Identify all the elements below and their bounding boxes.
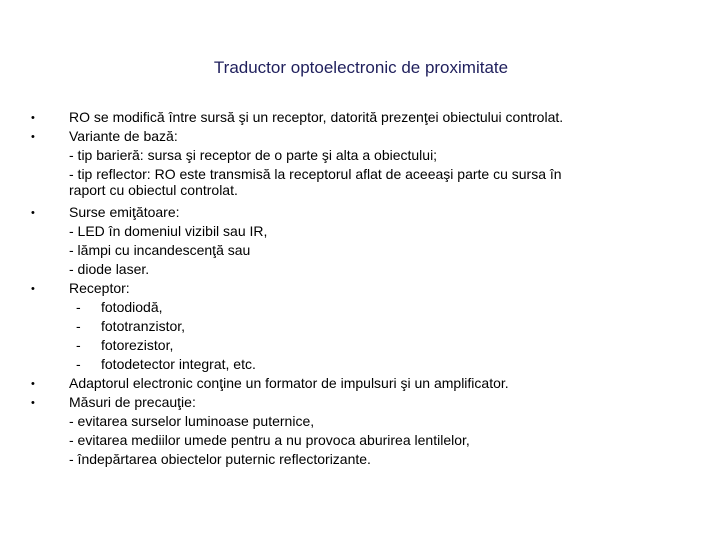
text-line: - diode laser.	[69, 261, 150, 277]
text-line: fototranzistor,	[101, 318, 186, 334]
text-line: Măsuri de precauţie:	[69, 394, 196, 410]
list-dash: -	[76, 337, 81, 353]
text-line: fotodetector integrat, etc.	[101, 356, 256, 372]
bullet-marker: •	[31, 207, 35, 219]
bullet-marker: •	[31, 131, 35, 143]
text-line: Surse emiţătoare:	[69, 204, 180, 220]
list-dash: -	[76, 356, 81, 372]
slide-title: Traductor optoelectronic de proximitate	[213, 58, 509, 77]
text-line: - îndepărtarea obiectelor puternic reflectorizante.	[69, 451, 371, 467]
list-dash: -	[76, 299, 81, 315]
text-line: RO se modifică între sursă şi un receptor, datorită prezenţei obiectului controlat.	[69, 109, 564, 125]
text-line: fotorezistor,	[101, 337, 174, 353]
bullet-marker: •	[31, 283, 35, 295]
text-line: Receptor:	[69, 280, 130, 296]
text-line: raport cu obiectul controlat.	[69, 182, 238, 198]
bullet-marker: •	[31, 397, 35, 409]
bullet-marker: •	[31, 378, 35, 390]
text-line: - tip reflector: RO este transmisă la receptorul aflat de aceeaşi parte cu sursa în	[69, 166, 562, 182]
text-line: - lămpi cu incandescenţă sau	[69, 242, 251, 258]
bullet-marker: •	[31, 112, 35, 124]
text-line: - evitarea surselor luminoase puternice,	[69, 413, 315, 429]
text-line: Adaptorul electronic conţine un formator de impulsuri şi un amplificator.	[69, 375, 509, 391]
text-line: Variante de bază:	[69, 128, 178, 144]
list-dash: -	[76, 318, 81, 334]
text-line: fotodiodă,	[101, 299, 163, 315]
text-line: - tip barieră: sursa şi receptor de o parte şi alta a obiectului;	[69, 147, 438, 163]
text-line: - LED în domeniul vizibil sau IR,	[69, 223, 268, 239]
text-line: - evitarea mediilor umede pentru a nu provoca aburirea lentilelor,	[69, 432, 470, 448]
